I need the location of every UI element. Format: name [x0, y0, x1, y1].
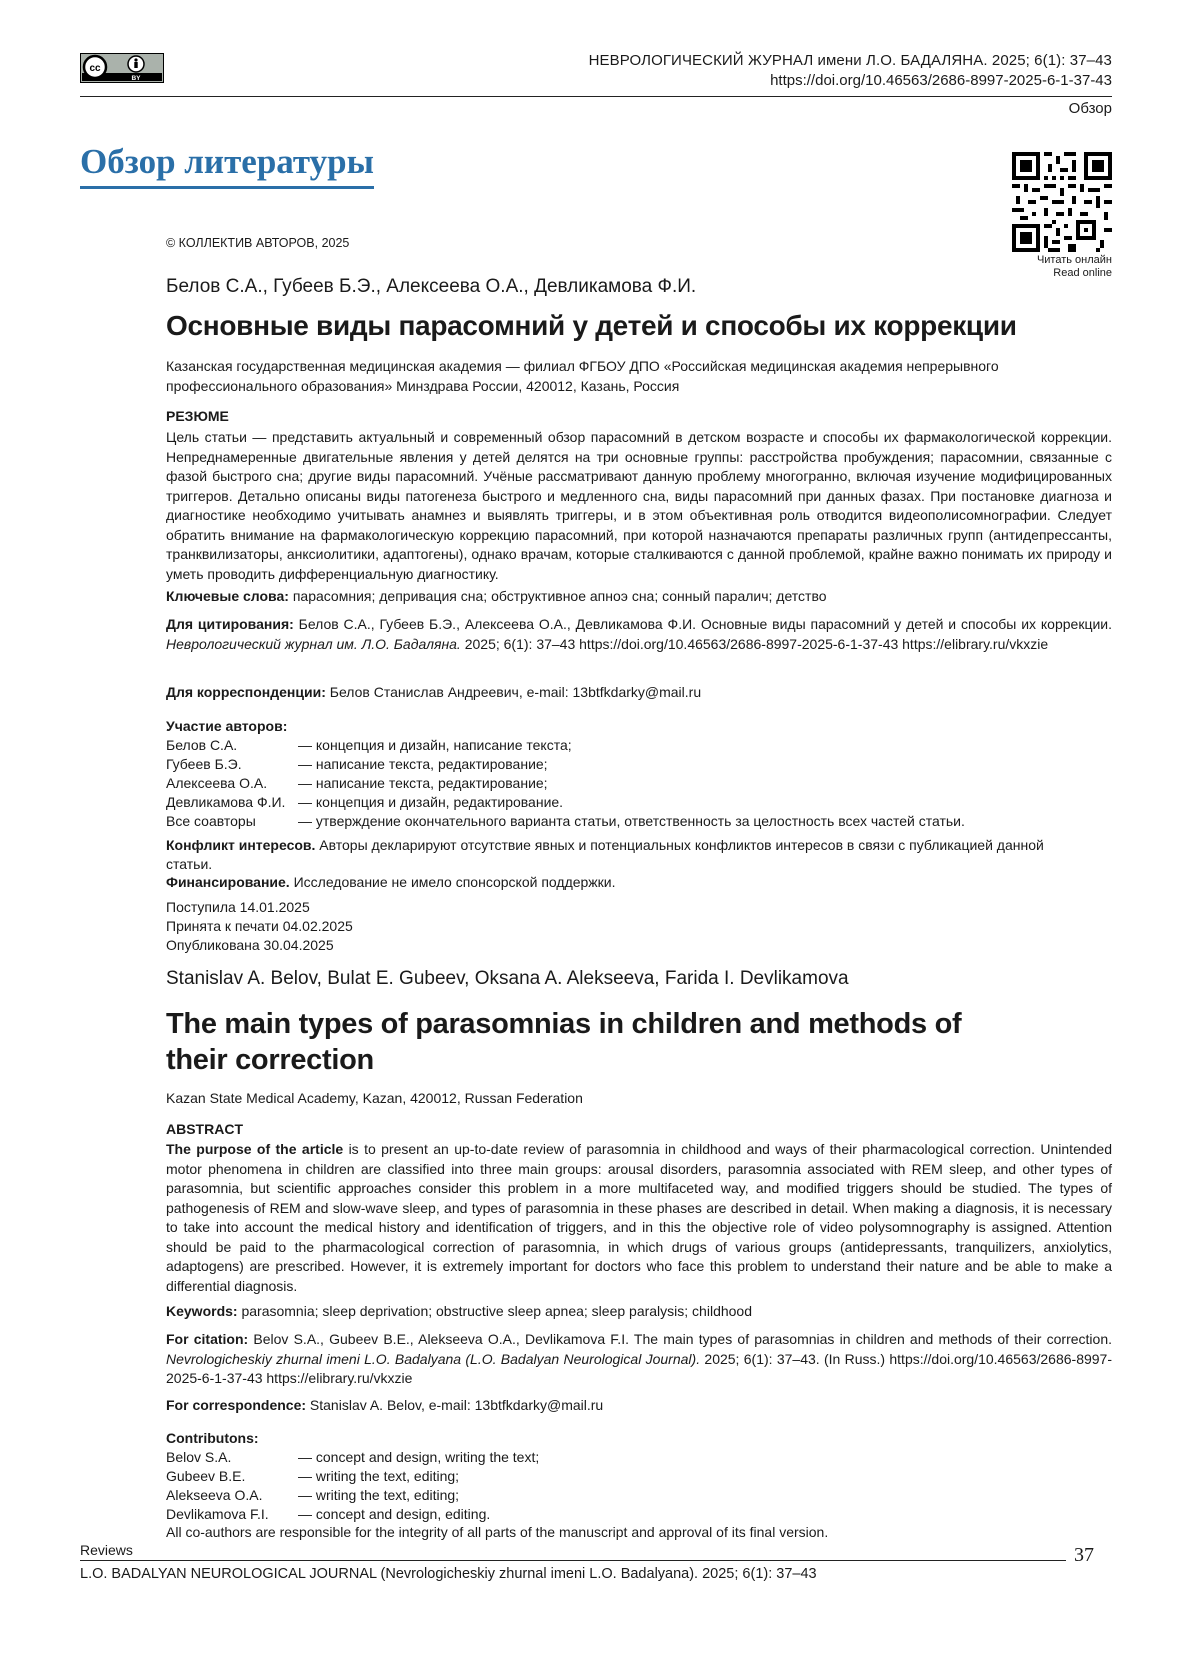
qr-label-ru: Читать онлайн [1036, 254, 1112, 266]
svg-text:cc: cc [89, 63, 101, 74]
contributions-heading-ru: Участие авторов: [166, 718, 288, 734]
correspondence-value[interactable]: Белов Станислав Андреевич, e-mail: 13btfkdarky@mail.ru [325, 684, 702, 700]
funding-label: Финансирование. [166, 874, 290, 890]
citation-text: Белов С.А., Губеев Б.Э., Алексеева О.А., Девликамова Ф.И. Основные виды парасомний у детей и способы их коррекции. [293, 616, 1112, 632]
received-date: Поступила 14.01.2025 [166, 899, 310, 915]
keywords-en [166, 1303, 1112, 1319]
conflict-of-interest-ru [166, 836, 1046, 874]
contributor-name: Губеев Б.Э. [166, 756, 242, 772]
contribution-row [166, 736, 1112, 755]
funding-ru [166, 874, 1112, 890]
contributions-all-ru [166, 812, 1112, 831]
correspondence-label: Для корреспонденции: [166, 684, 326, 700]
contributor-role: — концепция и дизайн, редактирование. [298, 794, 564, 810]
contributor-name: Belov S.A. [166, 1449, 232, 1465]
citation-tail[interactable]: 2025; 6(1): 37–43. (In Russ.) https://doi.org/10.46563/2686-8997-2025-6-1-37-43 https://elibrary.ru/vkxzie [166, 1350, 1112, 1386]
contribution-row [166, 755, 1112, 774]
citation-ru [166, 615, 1112, 654]
review-heading: Обзор литературы [80, 142, 374, 189]
contributions-heading-en: Contributons: [166, 1430, 259, 1446]
copyright-notice: © КОЛЛЕКТИВ АВТОРОВ, 2025 [166, 236, 350, 250]
contributor-name: Алексеева О.А. [166, 775, 268, 791]
contributor-role: — concept and design, writing the text; [298, 1449, 540, 1465]
keywords-value: parasomnia; sleep deprivation; obstructive sleep apnea; sleep paralysis; childhood [237, 1303, 752, 1319]
citation-tail[interactable]: 2025; 6(1): 37–43 https://doi.org/10.46563/2686-8997-2025-6-1-37-43 https://elibrary.ru/vkxzie [460, 635, 1049, 652]
keywords-label: Keywords: [166, 1303, 238, 1319]
citation-en [166, 1330, 1112, 1389]
contributor-name: Девликамова Ф.И. [166, 794, 286, 810]
resume-text: Цель статьи — представить актуальный и современный обзор парасомний в детском возрасте и способы их фармакологической коррекции. Непреднамеренные двигательные явления у детей делятся на три основные группы: расстройства пробуждения; парасомнии, связанные с фазой быстрого сна; другие виды парасомний. Учёные рассматривают данную проблему многогранно, включая изучение модифицированных триггеров. Детально описаны виды патогенеза быстрого и медленного сна, виды парасомний при данных фазах. При постановке диагноза и диагностике необходимо учитывать анамнез и выявлять триггеры, и в этом объективная роль отводится видеополисомнографии. Следует обратить внимание на фармакологическую коррекцию парасомний, при которой назначаются препараты различных групп (антидепрессанты, транквилизаторы, анксиолитики, адаптогены), однако врачам, которые сталкиваются с данной проблемой, крайне важно понимать их природу и уметь проводить дифференциальную диагностику. [166, 429, 1112, 582]
citation-label: For citation: [166, 1331, 249, 1347]
footer-section-label: Reviews [80, 1542, 133, 1558]
contribution-row [166, 1448, 1112, 1467]
resume-heading: РЕЗЮМЕ [166, 408, 229, 424]
purpose-label: The purpose of the article [166, 1141, 344, 1157]
conflict-label: Конфликт интересов. [166, 837, 316, 853]
abstract-text [166, 1140, 1112, 1296]
contributor-role: — концепция и дизайн, написание текста; [298, 737, 572, 753]
article-title-ru: Основные виды парасомний у детей и способы их коррекции [166, 310, 1017, 341]
contribution-row [166, 1486, 1112, 1505]
svg-text:BY: BY [131, 75, 141, 82]
keywords-value: парасомния; депривация сна; обструктивное апноэ сна; сонный паралич; детство [288, 588, 827, 604]
abstract-body: is to present an up-to-date review of parasomnia in childhood and ways of their pharmacological correction. Unintended motor phenomena in children are classified into three main groups: arousal disorders, parasomnia associated with REM sleep, and other types of parasomnia, but scientific approaches consider this problem in a more multifaceted way, and modified triggers should be studied. The types of pathogenesis of REM and slow-wave sleep, and types of parasomnia in these phases are described in detail. When making a diagnosis, it is necessary to take into account the medical history and identification of triggers, and in this the objective role of video polysomnography is assigned. Attention should be paid to the pharmacological correction of parasomnia, in which drugs of various groups (antidepressants, tranquilizers, anxiolytics, adaptogens) are prescribed. However, it is extremely important for doctors who face this problem to understand their nature and be able to make a differential diagnosis. [166, 1141, 1112, 1294]
page-number: 37 [1074, 1544, 1094, 1566]
accepted-date: Принята к печати 04.02.2025 [166, 918, 353, 934]
contributions-all-en: All co-authors are responsible for the integrity of all parts of the manuscript and approval of its final version. [166, 1524, 829, 1540]
contributions-list-ru [166, 736, 1112, 812]
contribution-row [166, 1505, 1112, 1524]
contributor-role: — concept and design, editing. [298, 1506, 491, 1522]
contribution-row [166, 774, 1112, 793]
doi-link[interactable]: https://doi.org/10.46563/2686-8997-2025-6-1-37-43 [770, 72, 1112, 89]
contribution-row [166, 812, 1112, 831]
keywords-label: Ключевые слова: [166, 588, 289, 604]
authors-en: Stanislav A. Belov, Bulat E. Gubeev, Oksana A. Alekseeva, Farida I. Devlikamova [166, 968, 849, 989]
correspondence-value[interactable]: Stanislav A. Belov, e-mail: 13btfkdarky@mail.ru [306, 1397, 604, 1413]
contributions-list-en [166, 1448, 1112, 1524]
abstract-heading: ABSTRACT [166, 1121, 243, 1137]
conflict-text: Авторы декларируют отсутствие явных и потенциальных конфликтов интересов в связи с публикацией данной статьи. [166, 837, 1044, 872]
contributor-name: Devlikamova F.I. [166, 1506, 269, 1522]
header-divider [80, 96, 1112, 97]
contributor-role: — написание текста, редактирование; [298, 775, 548, 791]
contributor-name: Gubeev B.E. [166, 1468, 246, 1484]
contributor-name: Белов С.А. [166, 737, 238, 753]
published-date: Опубликована 30.04.2025 [166, 937, 334, 953]
cc-by-license-badge [80, 53, 164, 83]
footer-divider [80, 1560, 1066, 1561]
contribution-row [166, 1467, 1112, 1486]
qr-label-en: Read online [1053, 267, 1112, 279]
contributor-role: — writing the text, editing; [298, 1487, 460, 1503]
contribution-row [166, 793, 1112, 812]
qr-code-icon[interactable] [1012, 152, 1112, 252]
footer-journal-line: L.O. BADALYAN NEUROLOGICAL JOURNAL (Nevrologicheskiy zhurnal imeni L.O. Badalyana). 2025; 6(1): 37–43 [80, 1566, 817, 1582]
funding-text: Исследование не имело спонсорской поддержки. [289, 874, 616, 890]
citation-label: Для цитирования: [166, 616, 294, 632]
keywords-ru [166, 588, 1112, 604]
article-dates-ru [166, 898, 1112, 955]
correspondence-label: For correspondence: [166, 1397, 307, 1413]
contributor-name: Alekseeva O.A. [166, 1487, 263, 1503]
correspondence-en [166, 1397, 1112, 1413]
citation-journal: Nevrologicheskiy zhurnal imeni L.O. Badalyana (L.O. Badalyan Neurological Journal). [166, 1350, 701, 1367]
citation-journal: Неврологический журнал им. Л.О. Бадаляна. [166, 635, 461, 652]
affiliation-en: Kazan State Medical Academy, Kazan, 420012, Russan Federation [166, 1090, 583, 1106]
section-label: Обзор [1068, 100, 1112, 117]
journal-header-line: НЕВРОЛОГИЧЕСКИЙ ЖУРНАЛ имени Л.О. БАДАЛЯНА. 2025; 6(1): 37–43 [588, 52, 1112, 69]
article-title-en: The main types of parasomnias in children and methods of their correction [166, 1008, 962, 1076]
affiliation-ru: Казанская государственная медицинская академия — филиал ФГБОУ ДПО «Российская медицинская академия непрерывного профессионального образования» Минздрава России, 420012, Казань, Россия [166, 358, 999, 394]
contributor-name: Все соавторы [166, 813, 256, 829]
citation-text: Belov S.A., Gubeev B.E., Alekseeva O.A., Devlikamova F.I. The main types of parasomnias in children and methods of their correction. [248, 1331, 1112, 1347]
contributor-role: — утверждение окончательного варианта статьи, ответственность за целостность всех частей статьи. [298, 813, 965, 829]
contributor-role: — writing the text, editing; [298, 1468, 460, 1484]
authors-ru: Белов С.А., Губеев Б.Э., Алексеева О.А., Девликамова Ф.И. [166, 276, 697, 297]
contributor-role: — написание текста, редактирование; [298, 756, 548, 772]
correspondence-ru [166, 684, 1112, 700]
